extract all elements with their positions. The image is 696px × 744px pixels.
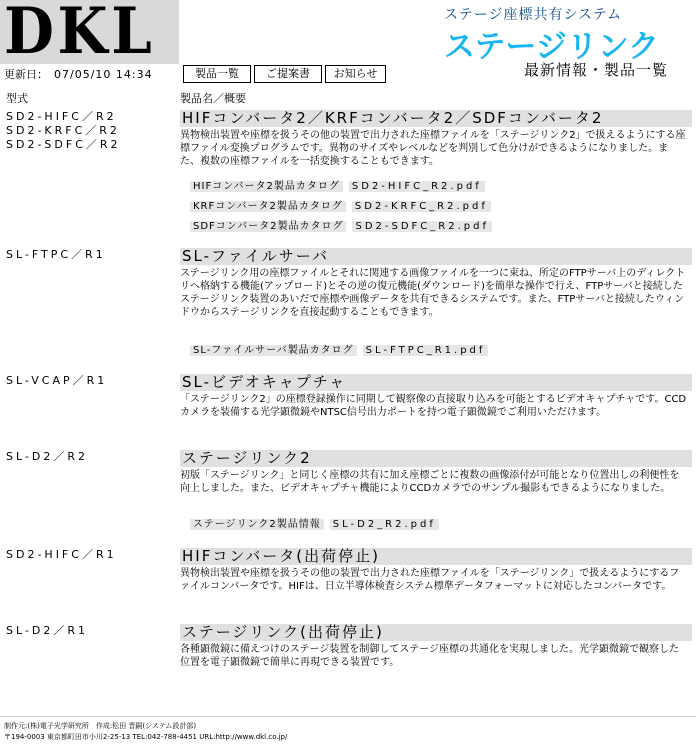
- download-row: [190, 518, 439, 532]
- product-models: SL-D2／R2: [6, 450, 88, 463]
- nav-news-button[interactable]: お知らせ: [325, 65, 386, 83]
- product-name: HIFコンバータ(出荷停止): [180, 548, 692, 565]
- product-name: SL-ビデオキャプチャ: [180, 374, 692, 391]
- page-header: [0, 0, 696, 88]
- download-row: [190, 220, 492, 234]
- product-models: SD2-HIFC／R1: [6, 548, 117, 561]
- catalog-link[interactable]: KRFコンバータ2製品カタログ: [190, 201, 346, 212]
- pdf-link[interactable]: SL-FTPC_R1.pdf: [363, 345, 489, 356]
- catalog-link[interactable]: SL-ファイルサーバ製品カタログ: [190, 345, 357, 356]
- product-name: ステージリンク2: [180, 450, 692, 467]
- updated-value: 07/05/10 14:34: [54, 68, 153, 81]
- column-header-product: 製品名／概要: [180, 92, 246, 105]
- site-title: ステージリンク: [444, 29, 660, 65]
- pdf-link[interactable]: SD2-SDFC_R2.pdf: [352, 221, 492, 232]
- product-models: SL-FTPC／R1: [6, 248, 106, 261]
- updated-info: [4, 66, 153, 82]
- product-models: SL-D2／R1: [6, 624, 88, 637]
- download-row: [190, 344, 488, 358]
- product-name: SL-ファイルサーバ: [180, 248, 692, 265]
- page-footer: [4, 721, 287, 743]
- column-header-model: 型式: [6, 92, 28, 105]
- footer-divider: [0, 716, 696, 717]
- product-models: SD2-HIFC／R2 SD2-KRFC／R2 SD2-SDFC／R2: [6, 110, 121, 151]
- product-description: 異物検出装置や座標を扱うその他の装置で出力された座標ファイルを「ステージリンク2」で扱えるようにする座標ファイル変換プログラムです。異物のサイズやレベルなどを判別して色分けができるようになりました。また、複数の座標ファイルを一括変換することもできます。: [180, 130, 686, 167]
- pdf-link[interactable]: SD2-KRFC_R2.pdf: [352, 201, 491, 212]
- download-row: [190, 180, 485, 194]
- pdf-link[interactable]: SD2-HIFC_R2.pdf: [349, 181, 485, 192]
- product-description: 各種顕微鏡に備えつけのステージ装置を制御してステージ座標の共通化を実現しました。光学顕微鏡で観察した位置を電子顕微鏡で簡単に再現できる装置です。: [180, 644, 679, 668]
- pdf-link[interactable]: SL-D2_R2.pdf: [330, 519, 439, 530]
- catalog-link[interactable]: SDFコンバータ2製品カタログ: [190, 221, 346, 232]
- nav-proposal-button[interactable]: ご提案書: [254, 65, 322, 83]
- product-description: 異物検出装置や座標を扱うその他の装置で出力された座標ファイルを「ステージリンク」で扱えるようにするファイルコンバータです。HIFは、日立半導体検査システム標準データフォーマットに対応したコンバータです。: [180, 568, 680, 592]
- system-subtitle: ステージ座標共有システム: [444, 7, 623, 23]
- catalog-link[interactable]: HIFコンバータ2製品カタログ: [190, 181, 343, 192]
- product-description: ステージリンク用の座標ファイルとそれに関連する画像ファイルを一つに束ね、所定のFTPサーバ上のディレクトリへ格納する機能(アップロード)とその逆の復元機能(ダウンロード)を簡単な操作で行え、FTPサーバと接続したステージリンク装置のあいだで座標や画像データを共有できるシステムです。また、FTPサーバと接続したウィンドウからステージリンクを直接起動することもできます。: [180, 268, 686, 318]
- product-name: ステージリンク(出荷停止): [180, 624, 692, 641]
- footer-credits: 制作元:(株)電子光学研究所 作成:松田 晋嗣(システム設計部): [4, 722, 197, 730]
- product-models: SL-VCAP／R1: [6, 374, 108, 387]
- updated-label: 更新日：: [4, 68, 48, 81]
- page-tagline: 最新情報・製品一覧: [524, 61, 669, 79]
- company-logo[interactable]: DKL: [4, 0, 156, 69]
- logo-box: [0, 0, 179, 69]
- product-description: 初版「ステージリンク」と同じく座標の共有に加え座標ごとに複数の画像添付が可能となり位置出しの利便性を向上しました。また、ビデオキャプチャ機能によりCCDカメラでのサンプル撮影もできるようになりました。: [180, 470, 680, 494]
- download-row: [190, 200, 491, 214]
- product-description: 「ステージリンク2」の座標登録操作に同期して観察像の直接取り込みを可能とするビデオキャプチャです。CCDカメラを装備する光学顕微鏡やNTSC信号出力ポートを持つ電子顕微鏡でご利用いただけます。: [180, 394, 687, 418]
- nav-products-button[interactable]: 製品一覧: [183, 65, 251, 83]
- footer-address: 〒194-0003 東京都町田市小川2-25-13 TEL:042-788-4451 URL:http://www.dkl.co.jp/: [4, 733, 288, 741]
- product-name: HIFコンバータ2／KRFコンバータ2／SDFコンバータ2: [180, 110, 692, 127]
- catalog-link[interactable]: ステージリンク2製品情報: [190, 519, 324, 530]
